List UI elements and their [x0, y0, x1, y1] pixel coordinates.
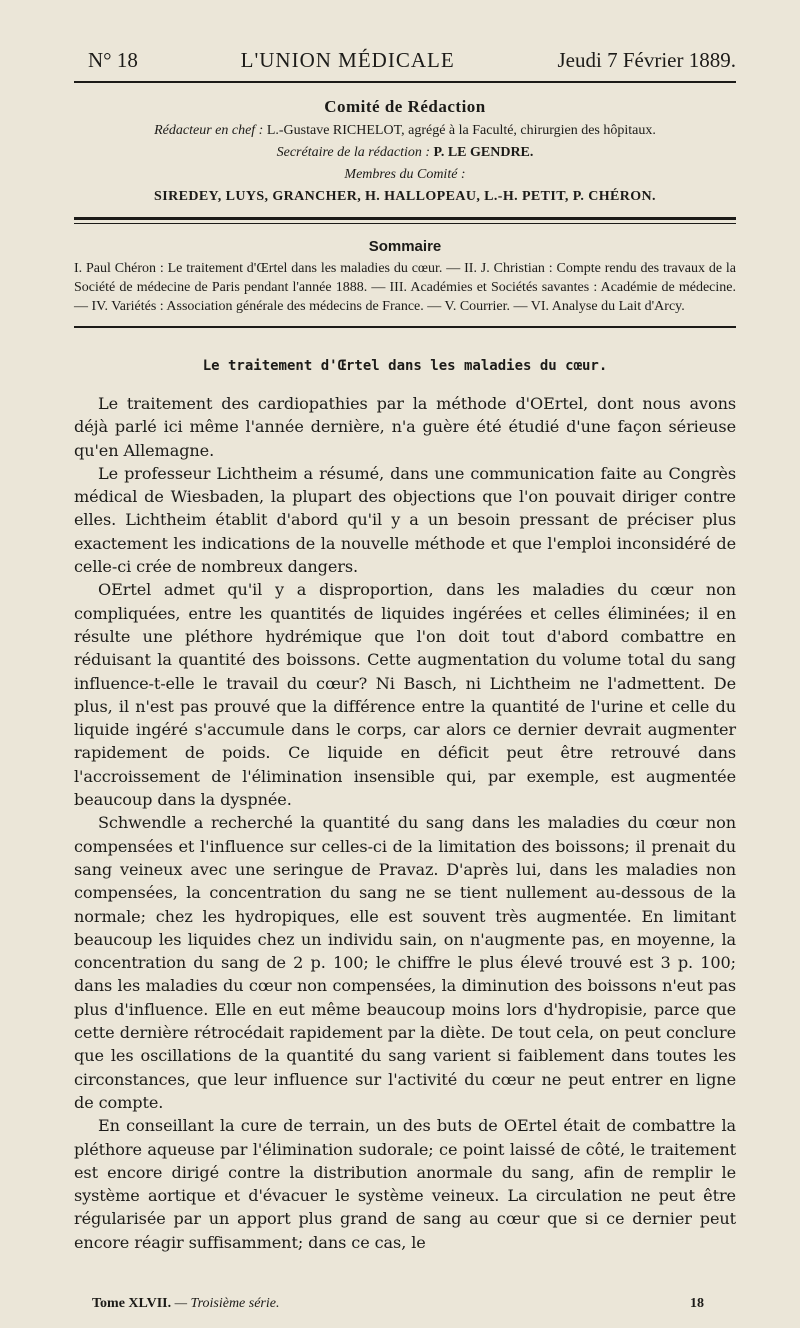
- page-footer: [92, 1296, 704, 1312]
- committee-members: SIREDEY, LUYS, GRANCHER, H. HALLOPEAU, L.-H. PETIT, P. CHÉRON.: [154, 189, 656, 204]
- running-header: [74, 40, 736, 83]
- secretary-label: Secrétaire de la rédaction :: [276, 145, 431, 160]
- article-paragraph: OErtel admet qu'il y a disproportion, dans les maladies du cœur non compliquées, entre les quantités de liquides ingérées et celles éliminées; il en résulte une pléthore hydrémique que l'on doit tout d'abord combattre en réduisant la quantité des boissons. Cette augmentation du volume total du sang influence-t-elle le travail du cœur? Ni Basch, ni Lichtheim ne l'admettent. De plus, il n'est pas prouvé que la différence entre la quantité de l'urine et celle du liquide ingéré s'accumule dans le corps, car alors ce dernier devrait augmenter rapidement de poids. Ce liquide en déficit peut être retrouvé dans l'accroissement de l'élimination insensible qui, par exemple, est augmentée beaucoup dans la dyspnée.: [74, 580, 736, 810]
- footer-tome: Tome XLVII.: [92, 1296, 172, 1311]
- article-paragraph: Schwendle a recherché la quantité du sang dans les maladies du cœur non compensées et l'influence sur celles-ci de la limitation des boissons; il prenait du sang veineux avec une seringue de Pravaz. D'après lui, dans les maladies non compensées, la concentration du sang ne se tient nullement au-dessous de la normale; chez les hydropiques, elle est souvent très augmentée. En limitant beaucoup les liquides chez un individu sain, on n'augmente pas, en moyenne, la concentration du sang de 2 p. 100; le chiffre le plus élevé trouvé est 3 p. 100; dans les maladies du cœur non compensées, la diminution des boissons n'eut pas plus d'influence. Elle en eut même beaucoup moins lors d'hydropisie, parce que cette dernière rétrocédait rapidement par la diète. De tout cela, on peut conclure que les oscillations de la quantité du sang varient si faiblement dans toutes les circonstances, que leur influence sur l'activité du cœur ne peut entrer en ligne de compte.: [74, 813, 736, 1112]
- issue-number: N° 18: [88, 48, 138, 72]
- summary-title: Sommaire: [368, 238, 442, 255]
- article-paragraph: En conseillant la cure de terrain, un des buts de OErtel était de combattre la pléthore aqueuse par l'élimination sudorale; ce point laissé de côté, le traitement est encore dirigé contre la distribution anormale du sang, afin de remplir le système aortique et d'évacuer le système veineux. La circulation ne peut être régularisée par un apport plus grand de sang au cœur que si ce dernier peut encore réagir suffisamment; dans ce cas, le: [74, 1116, 736, 1252]
- editorial-committee: [74, 97, 736, 205]
- committee-title: Comité de Rédaction: [324, 97, 486, 116]
- article-paragraph: Le traitement des cardiopathies par la méthode d'OErtel, dont nous avons déjà parlé ici même l'année dernière, n'a guère été étudié d'une façon sérieuse qu'en Allemagne.: [74, 394, 736, 460]
- editor-in-chief-value: L.-Gustave RICHELOT, agrégé à la Faculté, chirurgien des hôpitaux.: [266, 123, 656, 138]
- double-rule-divider: [74, 217, 736, 224]
- summary-text: I. Paul Chéron : Le traitement d'Œrtel dans les maladies du cœur. — II. J. Christian : Compte rendu des travaux de la Société de médecine de Paris pendant l'année 1888. — III. Académies et Sociétés savantes : Académie de médecine. — IV. Variétés : Association générale des médecins de France. — V. Courrier. — VI. Analyse du Lait d'Arcy.: [74, 261, 736, 314]
- article-title: Le traitement d'Œrtel dans les maladies du cœur.: [202, 358, 608, 374]
- article-body: [74, 392, 736, 1254]
- members-label-line: [74, 167, 736, 183]
- page-number: 18: [690, 1296, 704, 1311]
- members-label: Membres du Comité :: [344, 167, 466, 182]
- article-paragraph: Le professeur Lichtheim a résumé, dans une communication faite au Congrès médical de Wiesbaden, la plupart des objections que l'on pouvait diriger contre elles. Lichtheim établit d'abord qu'il y a un besoin pressant de préciser plus exactement les indications de la nouvelle méthode et que l'emploi inconsidéré de celle-ci crée de nombreux dangers.: [74, 463, 736, 577]
- secretary-value: P. LE GENDRE.: [433, 145, 534, 160]
- editor-in-chief-line: [74, 123, 736, 139]
- journal-title: L'UNION MÉDICALE: [240, 48, 455, 72]
- secretary-line: [74, 145, 736, 161]
- rule-divider: [74, 326, 736, 328]
- editor-in-chief-label: Rédacteur en chef :: [154, 123, 264, 138]
- footer-series: — Troisième série.: [174, 1296, 280, 1311]
- issue-date: Jeudi 7 Février 1889.: [557, 48, 736, 72]
- footer-volume: [92, 1296, 279, 1312]
